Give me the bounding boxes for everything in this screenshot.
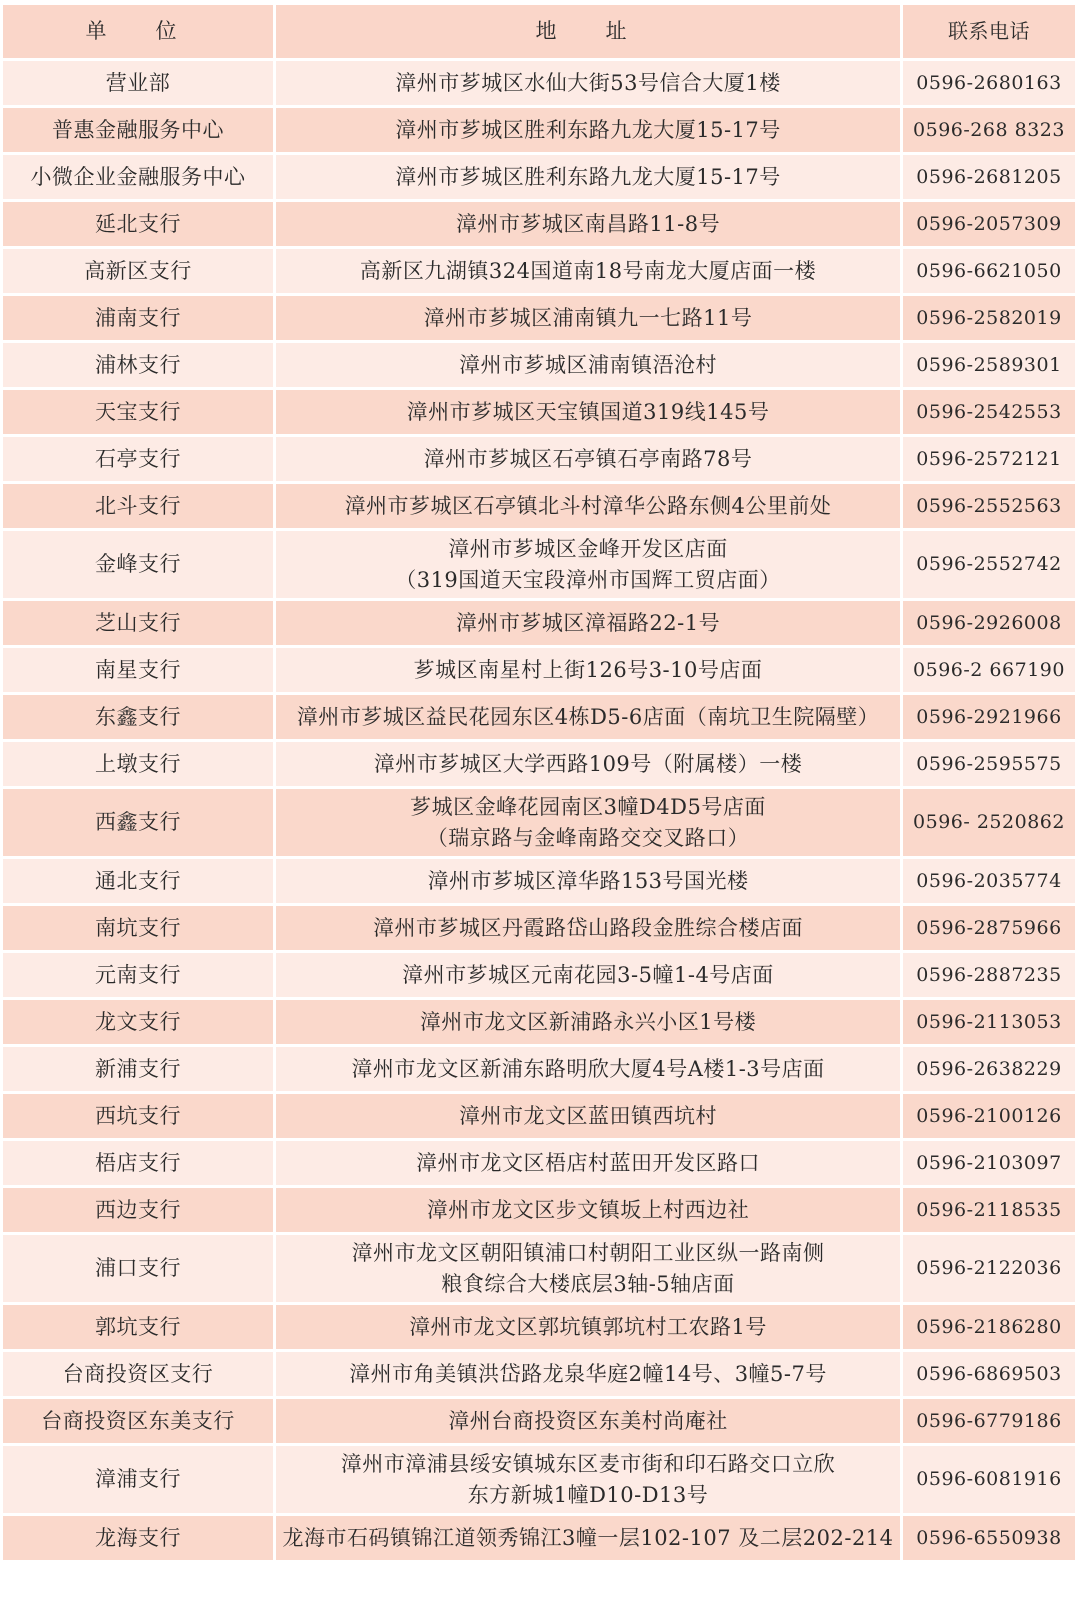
branch-address — [276, 789, 900, 856]
branch-phone: 0596-6081916 — [903, 1446, 1075, 1513]
address-line: 龙海市石码镇锦江道领秀锦江3幢一层102-107 及二层202-214 — [282, 1525, 894, 1550]
table-row — [3, 789, 1075, 856]
branch-name: 天宝支行 — [3, 390, 273, 434]
address-lines — [395, 115, 781, 146]
address-lines — [416, 1148, 760, 1179]
table-row — [3, 1188, 1075, 1232]
table-row — [3, 1305, 1075, 1349]
address-line: 漳州市芗城区大学西路109号（附属楼）一楼 — [373, 751, 803, 776]
branch-phone: 0596-2035774 — [903, 859, 1075, 903]
table-row — [3, 695, 1075, 739]
address-line: 漳州市芗城区水仙大街53号信合大厦1楼 — [395, 70, 781, 95]
branch-phone: 0596-2589301 — [903, 343, 1075, 387]
branch-name: 普惠金融服务中心 — [3, 108, 273, 152]
branch-address — [276, 343, 900, 387]
address-lines — [456, 209, 720, 240]
table-row — [3, 343, 1075, 387]
branch-address — [276, 61, 900, 105]
branch-address — [276, 906, 900, 950]
address-line: 漳州市芗城区金峰开发区店面 — [448, 536, 728, 561]
branch-name: 南星支行 — [3, 648, 273, 692]
branch-name: 梧店支行 — [3, 1141, 273, 1185]
address-line: 漳州市芗城区浦南镇浯沧村 — [459, 352, 717, 377]
table-row — [3, 108, 1075, 152]
address-line: 粮食综合大楼底层3轴-5轴店面 — [441, 1271, 735, 1296]
address-line: 芗城区南星村上街126号3-10号店面 — [413, 657, 763, 682]
branch-phone: 0596-2100126 — [903, 1094, 1075, 1138]
address-line: 漳州市龙文区新浦东路明欣大厦4号A楼1-3号店面 — [351, 1056, 825, 1081]
address-line: 漳州市芗城区石亭镇石亭南路78号 — [423, 446, 753, 471]
branch-name: 漳浦支行 — [3, 1446, 273, 1513]
header-phone: 联系电话 — [903, 5, 1075, 58]
branch-phone: 0596-2887235 — [903, 953, 1075, 997]
address-line: 漳州市芗城区南昌路11-8号 — [455, 211, 721, 236]
branch-address — [276, 648, 900, 692]
table-row — [3, 1235, 1075, 1302]
table-row — [3, 531, 1075, 598]
branch-phone: 0596-2186280 — [903, 1305, 1075, 1349]
branch-name: 浦林支行 — [3, 343, 273, 387]
branch-phone: 0596- 2520862 — [903, 789, 1075, 856]
branch-phone: 0596-2681205 — [903, 155, 1075, 199]
branch-name: 石亭支行 — [3, 437, 273, 481]
address-lines — [424, 303, 753, 334]
address-lines — [349, 1359, 827, 1390]
address-lines — [459, 350, 717, 381]
branch-address — [276, 1305, 900, 1349]
address-lines — [410, 792, 766, 854]
table-row — [3, 1446, 1075, 1513]
branch-address — [276, 1516, 900, 1560]
address-line: 漳州市芗城区益民花园东区4栋D5-6店面（南坑卫生院隔壁） — [296, 704, 880, 729]
address-line: 漳州市角美镇洪岱路龙泉华庭2幢14号、3幢5-7号 — [349, 1361, 827, 1386]
table-row — [3, 906, 1075, 950]
branch-phone: 0596-2926008 — [903, 601, 1075, 645]
branch-name: 小微企业金融服务中心 — [3, 155, 273, 199]
branch-name: 金峰支行 — [3, 531, 273, 598]
table-row — [3, 1516, 1075, 1560]
table-row — [3, 249, 1075, 293]
branch-address — [276, 601, 900, 645]
branch-phone: 0596-2552742 — [903, 531, 1075, 598]
table-row — [3, 953, 1075, 997]
address-lines — [456, 608, 720, 639]
branch-name: 营业部 — [3, 61, 273, 105]
address-line: 漳州市龙文区郭坑镇郭坑村工农路1号 — [409, 1314, 767, 1339]
branch-phone: 0596-268 8323 — [903, 108, 1075, 152]
address-lines — [395, 534, 781, 596]
branch-address — [276, 202, 900, 246]
table-row — [3, 1094, 1075, 1138]
branch-address — [276, 695, 900, 739]
address-line: 芗城区金峰花园南区3幢D4D5号店面 — [410, 794, 766, 819]
address-lines — [409, 1312, 767, 1343]
table-row — [3, 296, 1075, 340]
address-lines — [402, 960, 774, 991]
branch-address — [276, 531, 900, 598]
address-line: 漳州市芗城区漳福路22-1号 — [455, 610, 721, 635]
branch-phone: 0596-6550938 — [903, 1516, 1075, 1560]
branch-address — [276, 1188, 900, 1232]
table-row — [3, 202, 1075, 246]
branch-name: 上墩支行 — [3, 742, 273, 786]
branch-address — [276, 437, 900, 481]
branch-name: 台商投资区支行 — [3, 1352, 273, 1396]
branch-phone: 0596-2680163 — [903, 61, 1075, 105]
address-line: （319国道天宝段漳州市国辉工贸店面） — [395, 567, 781, 592]
branch-address — [276, 1094, 900, 1138]
branch-address — [276, 1446, 900, 1513]
branch-name: 芝山支行 — [3, 601, 273, 645]
branch-address — [276, 1235, 900, 1302]
address-lines — [414, 655, 763, 686]
branch-phone: 0596-2122036 — [903, 1235, 1075, 1302]
address-lines — [395, 68, 781, 99]
branch-phone: 0596-2 667190 — [903, 648, 1075, 692]
branch-phone: 0596-2638229 — [903, 1047, 1075, 1091]
branch-phone: 0596-6779186 — [903, 1399, 1075, 1443]
header-unit: 单 位 — [3, 5, 273, 58]
table-row — [3, 1399, 1075, 1443]
branch-address — [276, 296, 900, 340]
branch-address — [276, 484, 900, 528]
table-row — [3, 390, 1075, 434]
address-line: 漳州市芗城区丹霞路岱山路段金胜综合楼店面 — [373, 915, 803, 940]
branch-address — [276, 1141, 900, 1185]
branch-phone: 0596-2542553 — [903, 390, 1075, 434]
branch-phone: 0596-2875966 — [903, 906, 1075, 950]
header-address: 地 址 — [276, 5, 900, 58]
address-lines — [424, 444, 753, 475]
address-line: 漳州台商投资区东美村尚庵社 — [448, 1408, 728, 1433]
table-row — [3, 1047, 1075, 1091]
address-lines — [360, 256, 816, 287]
branch-name: 龙文支行 — [3, 1000, 273, 1044]
branch-phone: 0596-2921966 — [903, 695, 1075, 739]
address-line: 漳州市龙文区新浦路永兴小区1号楼 — [419, 1009, 757, 1034]
branch-name: 台商投资区东美支行 — [3, 1399, 273, 1443]
address-line: 漳州市芗城区天宝镇国道319线145号 — [406, 399, 770, 424]
branch-name: 郭坑支行 — [3, 1305, 273, 1349]
address-line: 漳州市芗城区漳华路153号国光楼 — [427, 868, 749, 893]
branch-name: 西鑫支行 — [3, 789, 273, 856]
address-line: 漳州市芗城区石亭镇北斗村漳华公路东侧4公里前处 — [344, 493, 832, 518]
branch-phone: 0596-2572121 — [903, 437, 1075, 481]
branch-address — [276, 1399, 900, 1443]
address-line: 高新区九湖镇324国道南18号南龙大厦店面一楼 — [359, 258, 817, 283]
branch-name: 新浦支行 — [3, 1047, 273, 1091]
branch-phone: 0596-2595575 — [903, 742, 1075, 786]
table-header-row — [3, 5, 1075, 58]
address-lines — [352, 1238, 825, 1300]
branch-address — [276, 155, 900, 199]
table-row — [3, 437, 1075, 481]
branch-phone: 0596-2552563 — [903, 484, 1075, 528]
branch-address — [276, 859, 900, 903]
table-row — [3, 1141, 1075, 1185]
branch-name: 通北支行 — [3, 859, 273, 903]
branch-phone: 0596-6621050 — [903, 249, 1075, 293]
address-lines — [420, 1007, 756, 1038]
branch-name: 浦南支行 — [3, 296, 273, 340]
branch-address — [276, 1352, 900, 1396]
address-lines — [345, 491, 832, 522]
branch-phone: 0596-2103097 — [903, 1141, 1075, 1185]
address-lines — [448, 1406, 728, 1437]
branch-address — [276, 108, 900, 152]
branch-phone: 0596-2118535 — [903, 1188, 1075, 1232]
address-lines — [427, 1195, 750, 1226]
table-row — [3, 484, 1075, 528]
branch-name: 北斗支行 — [3, 484, 273, 528]
branch-name: 龙海支行 — [3, 1516, 273, 1560]
address-line: 东方新城1幢D10-D13号 — [467, 1482, 709, 1507]
branch-phone: 0596-2057309 — [903, 202, 1075, 246]
table-row — [3, 1352, 1075, 1396]
branch-phone: 0596-6869503 — [903, 1352, 1075, 1396]
branch-name: 浦口支行 — [3, 1235, 273, 1302]
address-lines — [341, 1449, 836, 1511]
address-lines — [351, 1054, 824, 1085]
branch-name: 西边支行 — [3, 1188, 273, 1232]
address-lines — [427, 866, 748, 897]
address-lines — [395, 162, 781, 193]
branch-name: 元南支行 — [3, 953, 273, 997]
branch-name: 高新区支行 — [3, 249, 273, 293]
branch-address — [276, 390, 900, 434]
address-lines — [407, 397, 770, 428]
table-row — [3, 648, 1075, 692]
table-row — [3, 601, 1075, 645]
branch-phone: 0596-2113053 — [903, 1000, 1075, 1044]
address-line: 漳州市漳浦县绥安镇城东区麦市街和印石路交口立欣 — [340, 1451, 836, 1476]
address-lines — [373, 913, 803, 944]
address-lines — [459, 1101, 717, 1132]
branch-address — [276, 249, 900, 293]
address-line: 漳州市芗城区浦南镇九一七路11号 — [423, 305, 753, 330]
address-line: 漳州市芗城区元南花园3-5幢1-4号店面 — [402, 962, 774, 987]
branch-address — [276, 742, 900, 786]
table-row — [3, 155, 1075, 199]
table-row — [3, 61, 1075, 105]
address-line: 漳州市龙文区梧店村蓝田开发区路口 — [416, 1150, 760, 1175]
table-row — [3, 859, 1075, 903]
table-row — [3, 1000, 1075, 1044]
branch-address — [276, 1047, 900, 1091]
address-line: 漳州市芗城区胜利东路九龙大厦15-17号 — [395, 117, 781, 142]
address-lines — [297, 702, 880, 733]
branch-name: 西坑支行 — [3, 1094, 273, 1138]
address-line: （瑞京路与金峰南路交交叉路口） — [426, 825, 750, 850]
table-row — [3, 742, 1075, 786]
branch-phone: 0596-2582019 — [903, 296, 1075, 340]
address-line: 漳州市龙文区步文镇坂上村西边社 — [426, 1197, 750, 1222]
branch-address — [276, 953, 900, 997]
branch-name: 延北支行 — [3, 202, 273, 246]
address-line: 漳州市龙文区蓝田镇西坑村 — [459, 1103, 717, 1128]
branch-name: 南坑支行 — [3, 906, 273, 950]
address-lines — [374, 749, 803, 780]
address-line: 漳州市龙文区朝阳镇浦口村朝阳工业区纵一路南侧 — [351, 1240, 825, 1265]
branch-name: 东鑫支行 — [3, 695, 273, 739]
address-lines — [282, 1523, 893, 1554]
address-line: 漳州市芗城区胜利东路九龙大厦15-17号 — [395, 164, 781, 189]
branch-contact-table — [3, 5, 1075, 1560]
branch-address — [276, 1000, 900, 1044]
